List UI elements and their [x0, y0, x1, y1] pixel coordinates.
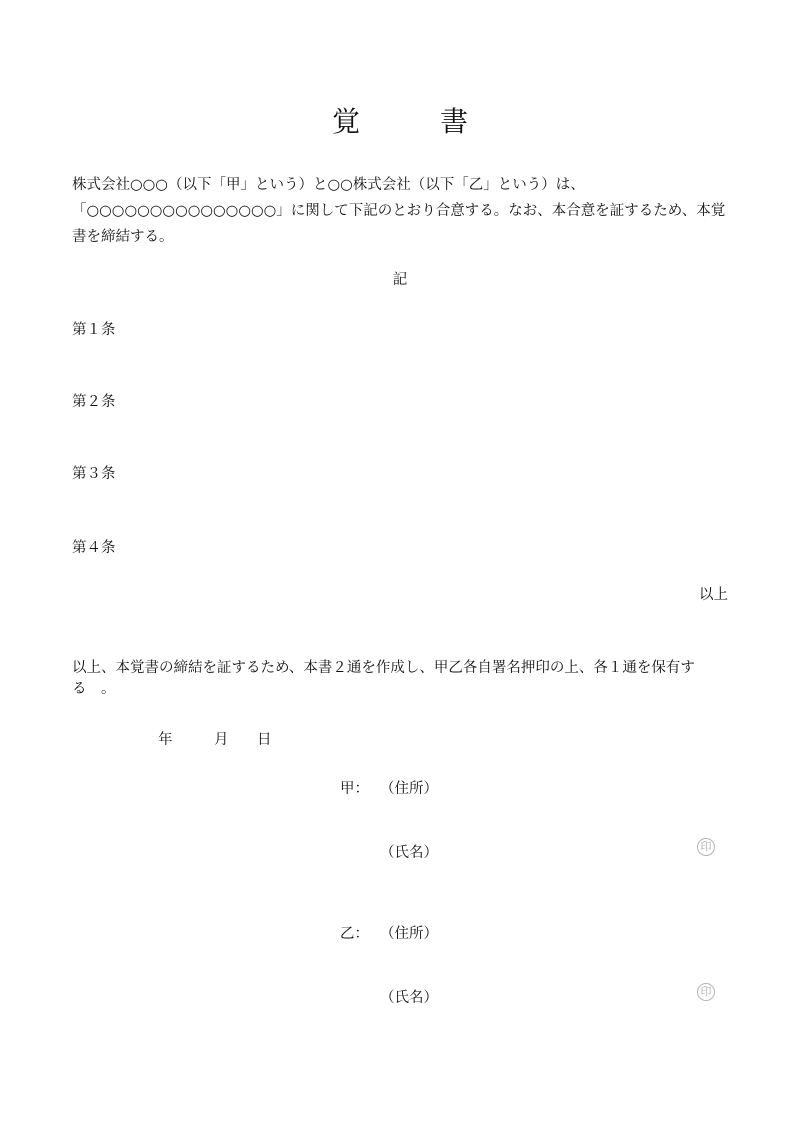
ijou-end-marker: 以上: [699, 587, 728, 603]
closing-paragraph: 以上、本覚書の締結を証するため、本書２通を作成し、甲乙各自署名押印の上、各１通を保有する 。: [72, 660, 695, 697]
party-otsu-label: 乙：: [340, 926, 369, 942]
ki-heading: 記: [392, 272, 408, 288]
party-kou-name-label: （氏名）: [380, 845, 438, 861]
article-1-heading: 第１条: [72, 322, 116, 338]
article-3-heading: 第３条: [72, 466, 116, 482]
seal-icon: 印: [697, 983, 715, 1001]
party-kou-address-label: （住所）: [380, 781, 438, 797]
date-month-label: 月: [214, 732, 229, 748]
article-4-heading: 第４条: [72, 540, 116, 556]
date-year-label: 年: [158, 732, 173, 748]
party-otsu-address-label: （住所）: [380, 926, 438, 942]
intro-paragraph: 株式会社○○○（以下「甲」という）と○○株式会社（以下「乙」という）は、「○○○○○○○○○○○○○○○」に関して下記のとおり合意する。なお、本合意を証するため、本覚書を締結する。: [72, 177, 726, 245]
party-otsu-name-label: （氏名）: [380, 990, 438, 1006]
party-kou-label: 甲：: [340, 781, 369, 797]
article-2-heading: 第２条: [72, 394, 116, 410]
date-day-label: 日: [257, 732, 272, 748]
document-title: 覚 書: [331, 105, 494, 138]
seal-icon: 印: [697, 838, 715, 856]
